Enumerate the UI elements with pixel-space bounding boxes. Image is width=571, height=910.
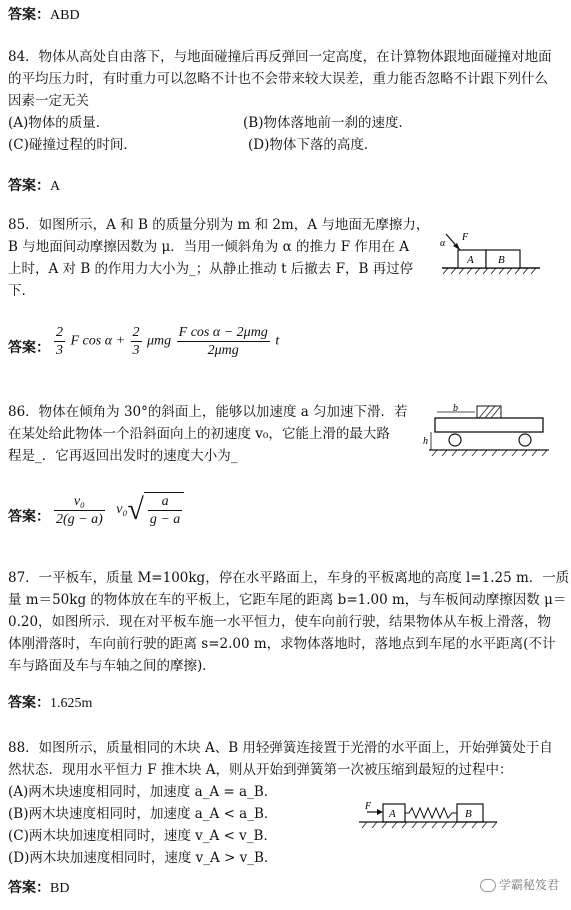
question-text-line: 86．物体在倾角为 30°的斜面上，能够以加速度 a 匀加速下滑．若 [8,404,408,420]
fraction: $\frac{\text{F cos α − 2μmg}}{\text{2μmg}}$ [178,325,268,358]
spring [405,808,457,818]
fraction: $\frac{\text{v₀}}{2(g - a)}$ [56,493,103,527]
option-d: (D)两木块加速度相同时，速度 v_A > v_B． [8,850,278,866]
question-text-line: 程是_．它再返回出发时的速度大小为_ [8,448,238,464]
watermark-text: 学霸秘笈君 [498,878,559,892]
question-text-line: 0.20，如图所示．现在对平板车施一水平恒力，使车向前行驶，结果物体从车板上滑落，物 [8,614,552,630]
block-b-label: B [465,808,472,820]
q83-answer: ABD [50,8,80,23]
question-text-line: 车与路面及车与车轴之间的摩擦)． [8,658,216,674]
b-label: b [453,403,458,414]
question-text-line: 然状态．现用水平恒力 F 推木块 A，则从开始到弹簧第一次被压缩到最短的过程中： [8,762,513,778]
answer-label: 答案： [8,7,50,23]
question-text-line: 在某处给此物体一个沿斜面向上的初速度 v₀，它能上滑的最大路 [8,426,390,442]
cart-plate [435,418,543,432]
q86-figure [423,402,553,458]
question-text-line: 下. [8,283,26,299]
watermark [480,876,559,893]
wheel-front [519,434,531,446]
answer-label: 答案： [8,509,50,525]
arrow-head [377,809,383,815]
fraction: $\frac{a}{g - a}$ [149,494,181,527]
question-text-line: 上时，A 对 B 的作用力大小为_；从静止推动 t 后撤去 F，B 再过停 [8,261,414,277]
fraction: $\frac{2}{3}$ [56,325,63,358]
q87-answer-row [8,693,92,714]
sqrt-sign: √ [127,493,144,526]
option-b: (B)物体落地前一刹的速度． [243,115,412,131]
alpha-label: α [440,238,446,249]
answer-label: 答案： [8,178,50,194]
question-text-line: 量 m＝50kg 的物体放在车的平板上，它距车尾的距离 b=1.00 m，与车板间动摩擦因数 μ＝ [8,592,567,608]
q84-answer: A [50,179,61,194]
sqrt-body [144,492,184,528]
answer-label: 答案： [8,340,50,356]
ground-hatch [443,268,536,274]
block-a-label: A [467,254,474,266]
q85-answer-formula: $\frac{2}{3}$ F cos α + $\frac{2}{3}$ μmg $\frac{\text{F cos α − 2μmg}}{\text{2μmg}}$ t [56,325,280,358]
block-b-label: B [498,254,505,266]
q84-answer-row [8,176,60,197]
question-text-line: 88．如图所示，质量相同的木块 A、B 用轻弹簧连接置于光滑的水平面上，开始弹簧处于自 [8,740,553,756]
option-b: (B)两木块速度相同时，加速度 a_A < a_B． [8,806,278,822]
q88-answer: BD [50,881,70,896]
block-a-label: A [389,808,396,820]
q85-figure [436,228,546,280]
question-text-line: 因素一定无关 [8,93,89,109]
q83-answer-row [8,5,80,26]
force-label: F [462,232,469,243]
option-d: (D)物体下落的高度． [248,137,378,153]
option-c: (C)两木块加速度相同时，速度 v_A < v_B． [8,828,277,844]
question-text-line: 84．物体从高处自由落下，与地面碰撞后再反弹回一定高度，在计算物体跟地面碰撞对地面 [8,49,552,65]
ground-hatch [362,822,497,828]
answer-label: 答案： [8,880,50,896]
q88-answer-row [8,878,69,899]
option-a: (A)两木块速度相同时，加速度 a_A = a_B． [8,784,278,800]
h-label: h [423,436,428,447]
option-c: (C)碰撞过程的时间． [8,137,137,153]
fraction: $\frac{2}{3}$ [132,325,140,358]
question-text-line: B 与地面间动摩擦因数为 μ．当用一倾斜角为 α 的推力 F 作用在 A [8,239,409,255]
question-text-line: 85．如图所示，A 和 B 的质量分别为 m 和 2m，A 与地面无摩擦力， [8,217,430,233]
question-text-line: 体刚滑落时，车向前行驶的距离 s=2.00 m，求物体落地时，落地点到车尾的水平距离(不计 [8,636,556,652]
q87-answer: 1.625m [50,696,93,711]
wechat-icon [480,879,496,892]
option-a: (A)物体的质量． [8,115,110,131]
question-text-line: 87．一平板车，质量 M=100kg，停在水平路面上，车身的平板离地的高度 l=1.25 m．一质 [8,570,570,586]
question-text-line: 的平均压力时，有时重力可以忽略不计也不会带来较大误差，重力能否忽略不计跟下列什么 [8,71,548,87]
force-label: F [365,801,372,812]
q88-figure [353,799,503,833]
q86-answer-formula: $\frac{\text{v₀}}{2(g - a)}$ v₀√ $\frac{a}{g - a}$ [52,492,184,528]
ground-hatch [432,450,547,456]
wheel-rear [449,434,461,446]
answer-label: 答案： [8,695,50,711]
